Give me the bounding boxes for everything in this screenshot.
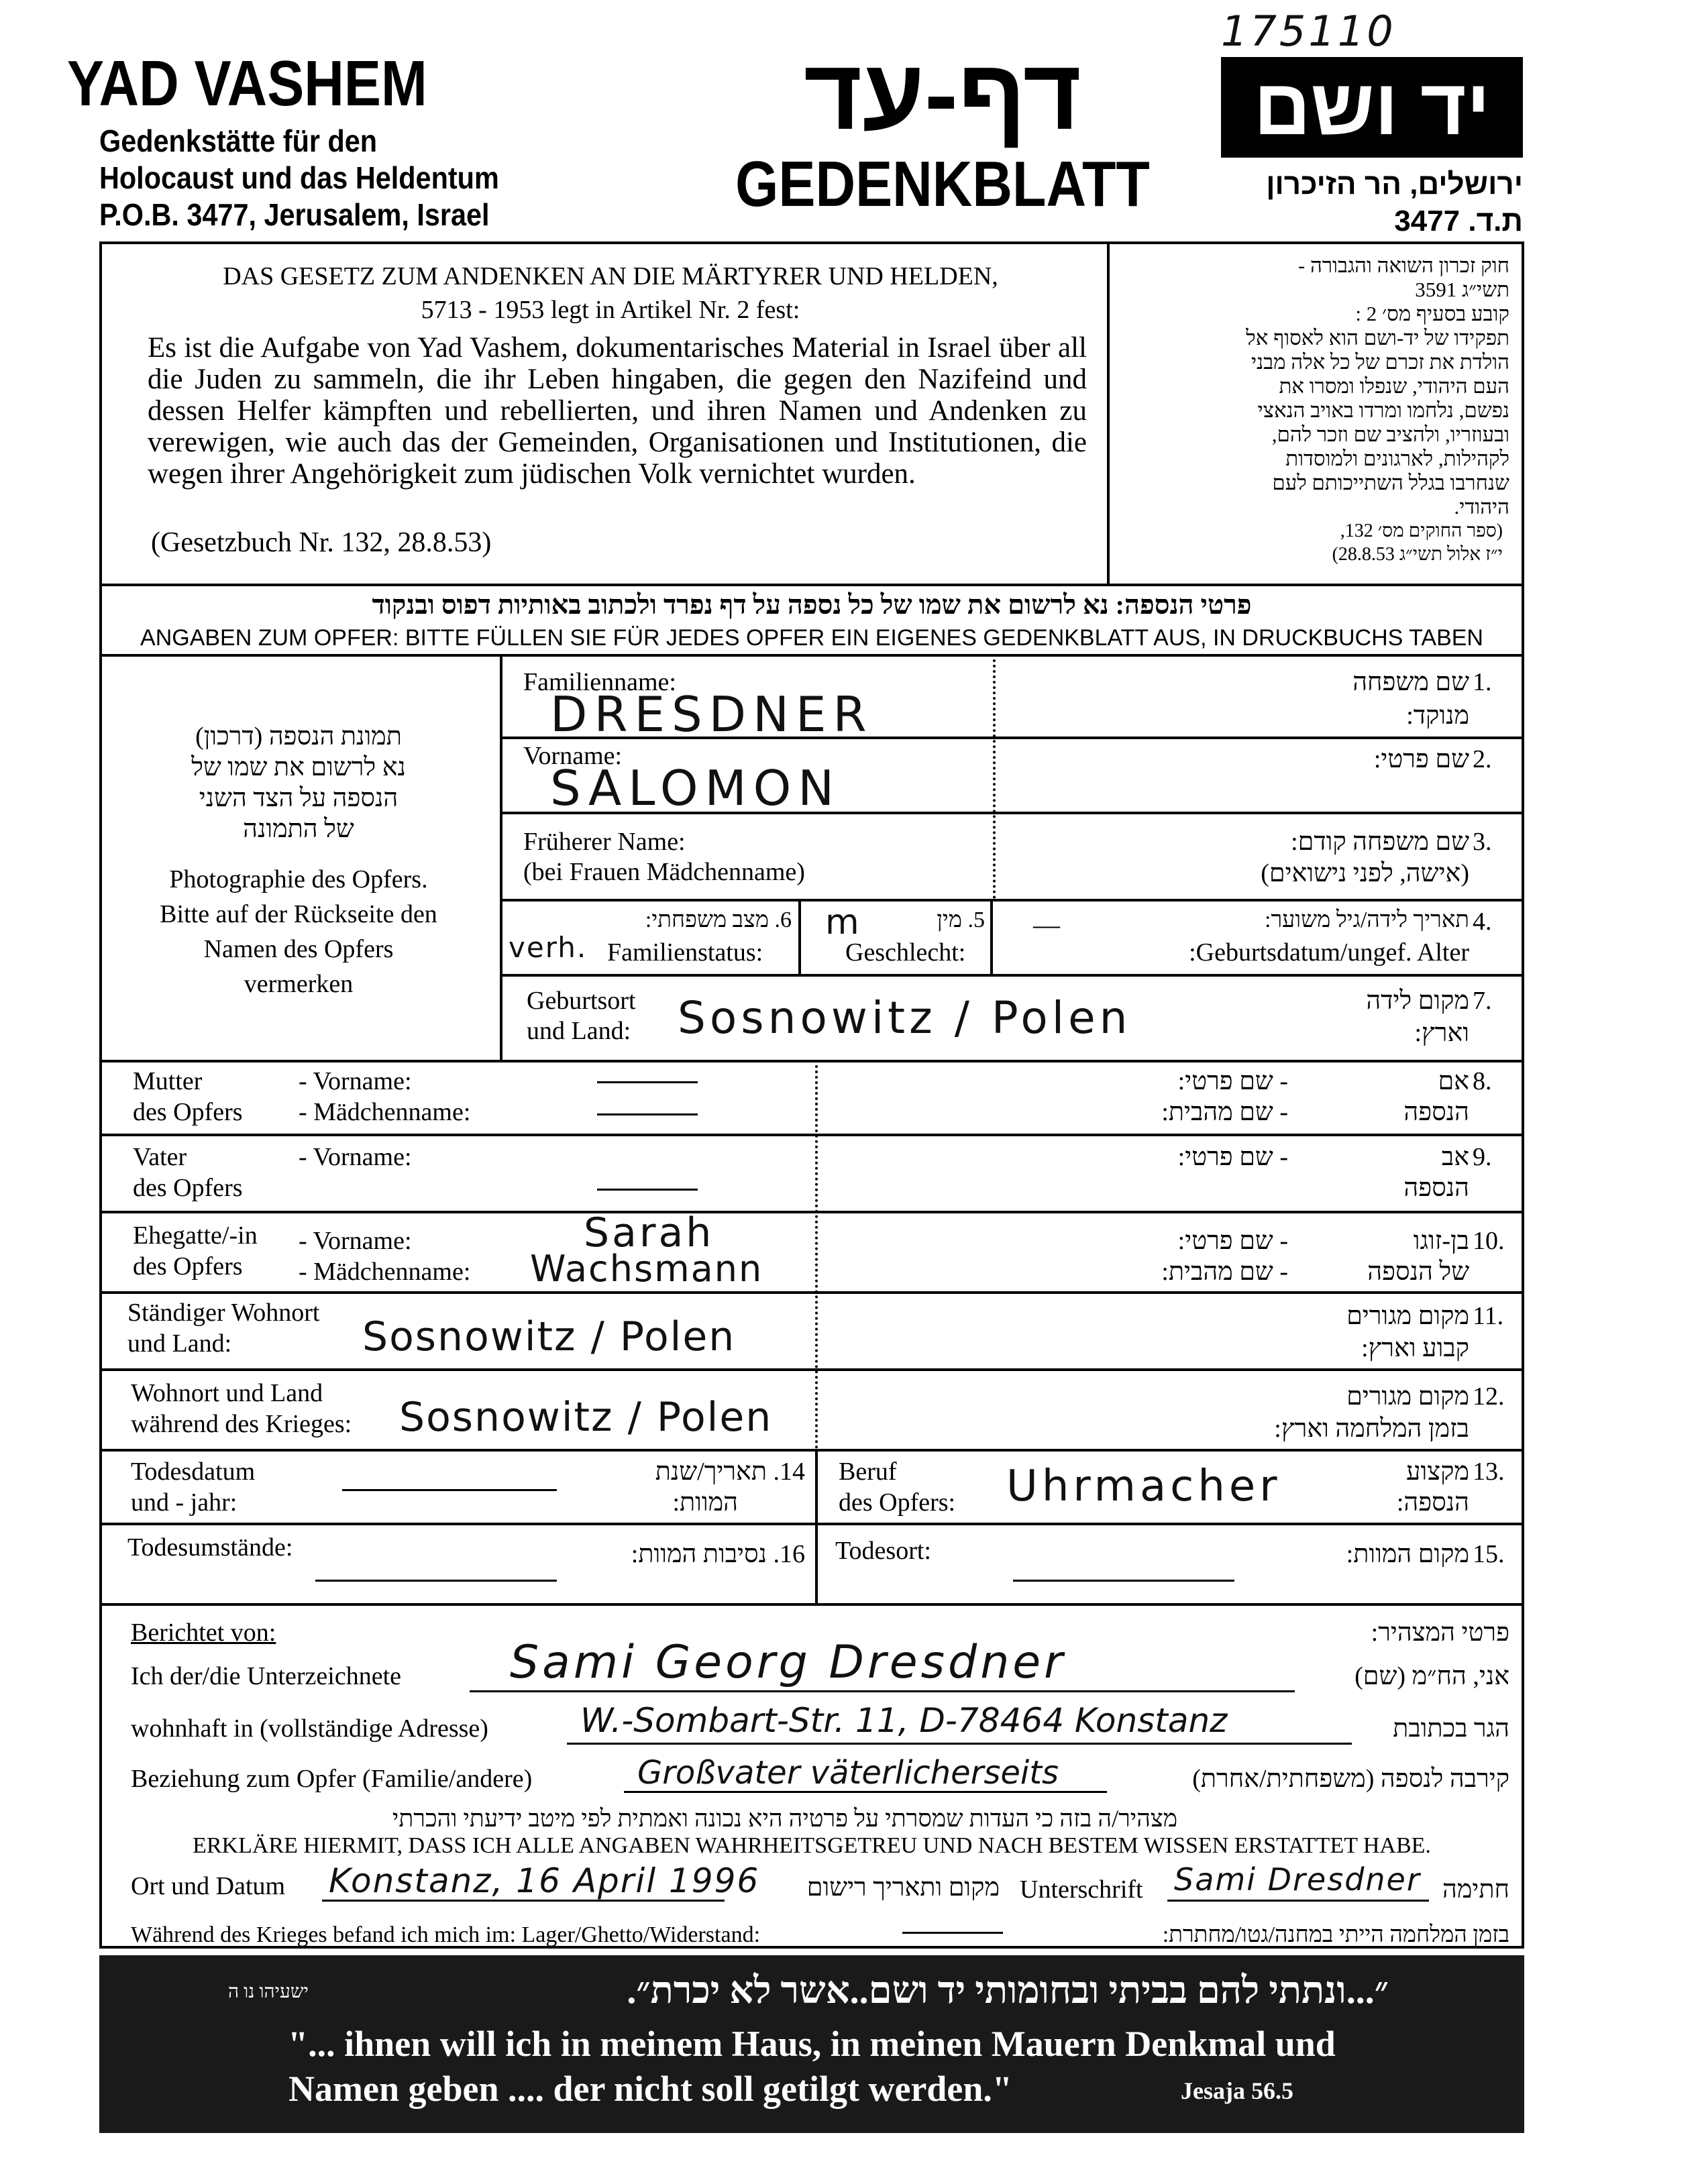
father-hebrew-label: אב bbox=[1441, 1143, 1469, 1171]
law-divider bbox=[1107, 241, 1110, 584]
father-first-blank[interactable] bbox=[597, 1189, 698, 1191]
footer-german-line-2: Namen geben .... der nicht soll getilgt werden." bbox=[288, 2069, 1012, 2109]
law-hebrew-line-9: לקהילות, לארגונים ולמוסדות bbox=[1285, 447, 1509, 470]
place-date-hebrew: מקום ותאריך רישום bbox=[806, 1873, 1000, 1902]
gender-value[interactable]: m bbox=[825, 902, 861, 942]
victim-header-hebrew: פרטי הנספה: נא לרשום את שמו של כל נספה על דף נפרד ולכתוב באותיות דפוס ובנקוד bbox=[372, 590, 1252, 620]
war-residence-hebrew-label: מקום מגורים bbox=[1346, 1382, 1469, 1411]
photo-german-line-1: Photographie des Opfers. bbox=[169, 865, 428, 893]
camp-blank[interactable] bbox=[902, 1932, 1003, 1934]
death-date-label: Todesdatum bbox=[131, 1458, 256, 1486]
law-hebrew-citation-2: י״ז אלול תשי״ג 28.8.53) bbox=[1332, 544, 1503, 565]
mother-hebrew-sub: הנספה bbox=[1403, 1098, 1469, 1126]
profession-number: 13. bbox=[1473, 1458, 1505, 1486]
residence-number: 11. bbox=[1473, 1302, 1504, 1330]
law-body: Es ist die Aufgabe von Yad Vashem, dokumentarisches Material in Israel über all die Juden zu sammeln, die ihr Leben hingaben, die gegen den Nazifeind und dessen Helfer kämpften und rebellierten, und ihren Namen und Andenken zu verewigen, wie auch das der Gemeinden, Organisationen und Institutionen, die wegen ihrer Angehörigkeit zum jüdischen Volk vernichtet wurden. bbox=[148, 332, 1087, 490]
mother-maiden-label: - Mädchenname: bbox=[299, 1098, 471, 1126]
footer-hebrew-quote: ״...ונתתי להם בביתי ובחומותי יד ושם..אשר לא יכרת״. bbox=[627, 1970, 1389, 2012]
birth-place-hebrew-sub: וארץ: bbox=[1414, 1019, 1469, 1047]
photo-hebrew-line-4: של התמונה bbox=[243, 815, 354, 843]
death-date-blank[interactable] bbox=[342, 1489, 557, 1491]
address-label: wohnhaft in (vollständige Adresse) bbox=[131, 1714, 488, 1743]
residence-hebrew-sub: קבוע וארץ: bbox=[1361, 1334, 1469, 1362]
logo-subtitle-hebrew: ירושלים, הר הזיכרון bbox=[1266, 168, 1523, 201]
title-hebrew: דף-עד bbox=[803, 38, 1082, 150]
family-name-number: 1. bbox=[1473, 668, 1492, 696]
law-hebrew-line-2: תשי״ג 3591 bbox=[1415, 278, 1509, 301]
war-residence-label: Wohnort und Land bbox=[131, 1379, 323, 1407]
father-hebrew-first: - שם פרטי: bbox=[1177, 1143, 1288, 1171]
address-value[interactable]: W.-Sombart-Str. 11, D-78464 Konstanz bbox=[580, 1701, 1228, 1740]
declaration: ERKLÄRE HIERMIT, DASS ICH ALLE ANGABEN WAHRHEITSGETREU UND NACH BESTEM WISSEN ERSTATTET HABE. bbox=[193, 1833, 1431, 1858]
residence-label: Ständiger Wohnort bbox=[127, 1299, 320, 1327]
signature-label: Unterschrift bbox=[1020, 1875, 1143, 1904]
father-number: 9. bbox=[1473, 1143, 1492, 1171]
father-label: Vater bbox=[133, 1143, 187, 1171]
death-circumstances-blank[interactable] bbox=[315, 1580, 557, 1582]
family-name-value[interactable]: DRESDNER bbox=[550, 686, 873, 743]
relation-hebrew: קירבה לנספה (משפחתית/אחרת) bbox=[1192, 1765, 1509, 1793]
mother-first-blank[interactable] bbox=[597, 1081, 698, 1083]
war-residence-hebrew-sub: בזמן המלחמה וארץ: bbox=[1274, 1415, 1469, 1443]
photo-hebrew-line-3: הנספה על הצד השני bbox=[199, 784, 399, 812]
signature-hebrew: חתימה bbox=[1442, 1875, 1509, 1904]
law-citation: (Gesetzbuch Nr. 132, 28.8.53) bbox=[151, 527, 492, 558]
former-name-hebrew-sub: (אישה, לפני נישואים) bbox=[1261, 859, 1469, 887]
relation-value[interactable]: Großvater väterlicherseits bbox=[637, 1754, 1059, 1792]
family-status-hebrew: 6. מצב משפחתי: bbox=[645, 908, 792, 932]
signature-value[interactable]: Sami Dresdner bbox=[1174, 1861, 1421, 1898]
profession-label-2: des Opfers: bbox=[839, 1488, 956, 1517]
death-place-number: 15. bbox=[1473, 1540, 1505, 1568]
photo-hebrew-line-2: נא לרשום את שמו של bbox=[191, 753, 406, 781]
place-date-label: Ort und Datum bbox=[131, 1872, 286, 1900]
spouse-maiden-label: - Mädchenname: bbox=[299, 1258, 471, 1286]
first-name-number: 2. bbox=[1473, 745, 1492, 773]
spouse-hebrew-label: בן-זוגו bbox=[1413, 1227, 1469, 1255]
birth-place-label: Geburtsort bbox=[527, 987, 636, 1015]
profession-hebrew-sub: הנספה: bbox=[1396, 1488, 1469, 1517]
father-first-label: - Vorname: bbox=[299, 1143, 412, 1171]
spouse-label: Ehegatte/-in bbox=[133, 1221, 258, 1250]
photo-german-line-4: vermerken bbox=[244, 970, 354, 998]
law-hebrew-line-3: קובע בסעיף מס׳ 2 : bbox=[1355, 302, 1509, 325]
residence-hebrew-label: מקום מגורים bbox=[1346, 1302, 1469, 1330]
birth-date-number: 4. bbox=[1473, 908, 1492, 936]
footer-hebrew-ref: ישעיהו נו ה bbox=[228, 1981, 309, 2002]
family-name-hebrew-sub: מנוקד: bbox=[1406, 702, 1469, 730]
place-date-value[interactable]: Konstanz, 16 April 1996 bbox=[329, 1861, 760, 1900]
relation-label: Beziehung zum Opfer (Familie/andere) bbox=[131, 1765, 533, 1793]
father-hebrew-sub: הנספה bbox=[1403, 1174, 1469, 1202]
profession-value[interactable]: Uhrmacher bbox=[1006, 1462, 1281, 1511]
profession-label: Beruf bbox=[839, 1458, 897, 1486]
war-residence-value[interactable]: Sosnowitz / Polen bbox=[399, 1394, 773, 1441]
org-line-2: Holocaust und das Heldentum bbox=[99, 160, 499, 195]
first-name-value[interactable]: SALOMON bbox=[550, 760, 841, 816]
org-line-1: Gedenkstätte für den bbox=[99, 123, 378, 158]
family-name-hebrew-label: שם משפחה bbox=[1352, 668, 1469, 696]
yad-vashem-logo: יד ושם bbox=[1221, 57, 1523, 158]
spouse-number: 10. bbox=[1473, 1227, 1505, 1255]
death-date-hebrew-label: 14. תאריך/שנת bbox=[655, 1458, 805, 1486]
death-place-blank[interactable] bbox=[1013, 1580, 1234, 1582]
spouse-first-value[interactable]: Sarah bbox=[584, 1209, 714, 1256]
gender-label: Geschlecht: bbox=[845, 938, 966, 967]
undersigned-value[interactable]: Sami Georg Dresdner bbox=[510, 1636, 1067, 1689]
mother-first-label: - Vorname: bbox=[299, 1067, 412, 1095]
birth-place-number: 7. bbox=[1473, 987, 1492, 1015]
mother-hebrew-first: - שם פרטי: bbox=[1177, 1067, 1288, 1095]
family-status-label: Familienstatus: bbox=[607, 938, 763, 967]
law-subtitle: 5713 - 1953 legt in Artikel Nr. 2 fest: bbox=[421, 296, 800, 324]
photo-hebrew-line-1: תמונת הנספה (דרכון) bbox=[195, 722, 402, 751]
mother-maiden-blank[interactable] bbox=[597, 1113, 698, 1115]
camp-label: Während des Krieges befand ich mich im: Lager/Ghetto/Widerstand: bbox=[131, 1922, 761, 1947]
spouse-hebrew-sub: של הנספה bbox=[1367, 1258, 1469, 1286]
birth-date-value[interactable]: — bbox=[1033, 910, 1060, 940]
first-name-label: Vorname: bbox=[523, 742, 623, 770]
mother-hebrew-label: אם bbox=[1438, 1067, 1469, 1095]
undersigned-label: Ich der/die Unterzeichnete bbox=[131, 1662, 401, 1690]
law-hebrew-line-4: תפקידו של יד-ושם הוא לאסוף אל bbox=[1246, 326, 1509, 349]
father-label-2: des Opfers bbox=[133, 1174, 243, 1202]
birth-place-value[interactable]: Sosnowitz / Polen bbox=[678, 992, 1132, 1044]
law-title: DAS GESETZ ZUM ANDENKEN AN DIE MÄRTYRER UND HELDEN, bbox=[223, 262, 998, 290]
photo-instructions-hebrew bbox=[107, 721, 490, 844]
death-place-hebrew-label: מקום המוות: bbox=[1346, 1540, 1469, 1568]
former-name-label: Früherer Name: bbox=[523, 828, 686, 856]
address-hebrew: הגר בכתובת bbox=[1393, 1714, 1509, 1743]
footer-german-ref: Jesaja 56.5 bbox=[1181, 2077, 1293, 2104]
title-german: GEDENKBLATT bbox=[735, 148, 1150, 220]
former-name-number: 3. bbox=[1473, 828, 1492, 856]
war-residence-number: 12. bbox=[1473, 1382, 1505, 1411]
spouse-hebrew-first: - שם פרטי: bbox=[1177, 1227, 1288, 1255]
photo-german-line-3: Namen des Opfers bbox=[203, 935, 394, 963]
war-residence-label-2: während des Krieges: bbox=[131, 1410, 352, 1438]
profession-hebrew-label: מקצוע bbox=[1406, 1458, 1469, 1486]
death-circumstances-label: Todesumstände: bbox=[127, 1533, 293, 1562]
law-hebrew-line-8: ובעוזריו, ולהציב שם וזכר להם, bbox=[1271, 423, 1509, 446]
spouse-first-label: - Vorname: bbox=[299, 1227, 412, 1255]
law-hebrew-line-10: שנחרבו בגלל השתייכותם לעם bbox=[1272, 471, 1509, 494]
mother-number: 8. bbox=[1473, 1067, 1492, 1095]
spouse-hebrew-maiden: - שם מהבית: bbox=[1161, 1258, 1288, 1286]
death-place-label: Todesort: bbox=[835, 1537, 931, 1565]
death-date-hebrew-sub: המוות: bbox=[672, 1488, 738, 1517]
law-hebrew-line-6: העם היהודי, שנפלו ומסרו את bbox=[1279, 374, 1509, 398]
family-status-value[interactable]: verh. bbox=[509, 931, 588, 964]
mother-label: Mutter bbox=[133, 1067, 203, 1095]
birth-date-label: Geburtsdatum/ungef. Alter: bbox=[1189, 938, 1469, 967]
undersigned-hebrew: אני, הח״מ (שם) bbox=[1354, 1662, 1509, 1690]
photo-instructions-german bbox=[107, 862, 490, 1001]
footer-german-line-1: "... ihnen will ich in meinem Haus, in meinen Mauern Denkmal und bbox=[288, 2024, 1336, 2064]
former-name-label-2: (bei Frauen Mädchenname) bbox=[523, 858, 805, 886]
residence-label-2: und Land: bbox=[127, 1329, 232, 1358]
camp-hebrew: בזמן המלחמה הייתי במחנה/גטו/מחתרת: bbox=[1162, 1922, 1509, 1947]
photo-german-line-2: Bitte auf der Rückseite den bbox=[160, 900, 437, 928]
law-hebrew-line-1: חוק זכרון השואה והגבורה - bbox=[1297, 254, 1509, 277]
gender-hebrew: 5. מין bbox=[937, 908, 985, 932]
birth-date-hebrew-label: תאריך לידה/גיל משוער: bbox=[1265, 908, 1469, 932]
birth-place-hebrew-label: מקום לידה bbox=[1366, 987, 1469, 1015]
family-name-label: Familienname: bbox=[523, 668, 676, 696]
birth-place-label-2: und Land: bbox=[527, 1017, 631, 1045]
spouse-label-2: des Opfers bbox=[133, 1252, 243, 1280]
law-hebrew-text bbox=[1114, 254, 1509, 519]
death-circumstances-hebrew: 16. נסיבות המוות: bbox=[631, 1540, 805, 1568]
law-hebrew-line-11: היהודי. bbox=[1454, 495, 1509, 518]
pob-hebrew: ת.ד. 3477 bbox=[1394, 205, 1523, 237]
org-name: YAD VASHEM bbox=[67, 48, 427, 119]
reporter-hebrew-title: פרטי המצהיר: bbox=[1371, 1619, 1509, 1647]
reporter-title: Berichtet von: bbox=[131, 1619, 276, 1647]
org-line-3: P.O.B. 3477, Jerusalem, Israel bbox=[99, 197, 490, 232]
archive-number: 175110 bbox=[1221, 7, 1396, 56]
law-hebrew-line-7: נפשם, נלחמו ומרדו באויב הנאצי bbox=[1257, 398, 1509, 422]
residence-value[interactable]: Sosnowitz / Polen bbox=[362, 1313, 736, 1360]
death-date-label-2: und - jahr: bbox=[131, 1488, 237, 1517]
law-hebrew-line-5: הולדת את זכרם של כל אלה מבני bbox=[1251, 350, 1509, 374]
former-name-hebrew-label: שם משפחה קודם: bbox=[1291, 828, 1469, 856]
mother-hebrew-maiden: - שם מהבית: bbox=[1161, 1098, 1288, 1126]
victim-header-german: ANGABEN ZUM OPFER: BITTE FÜLLEN SIE FÜR JEDES OPFER EIN EIGENES GEDENKBLATT AUS, IN DRUCKBUCHS TABEN bbox=[140, 625, 1483, 651]
spouse-maiden-value[interactable]: Wachsmann bbox=[530, 1248, 763, 1290]
declaration-hebrew: מצהיר/ה בזה כי העדות שמסרתי על פרטיה היא נכונה ואמתית לפי מיטב ידיעתי והכרתי bbox=[392, 1805, 1178, 1832]
law-hebrew-citation-1: (ספר החוקים מס׳ 132, bbox=[1340, 521, 1503, 541]
mother-label-2: des Opfers bbox=[133, 1098, 243, 1126]
first-name-hebrew-label: שם פרטי: bbox=[1373, 745, 1469, 773]
